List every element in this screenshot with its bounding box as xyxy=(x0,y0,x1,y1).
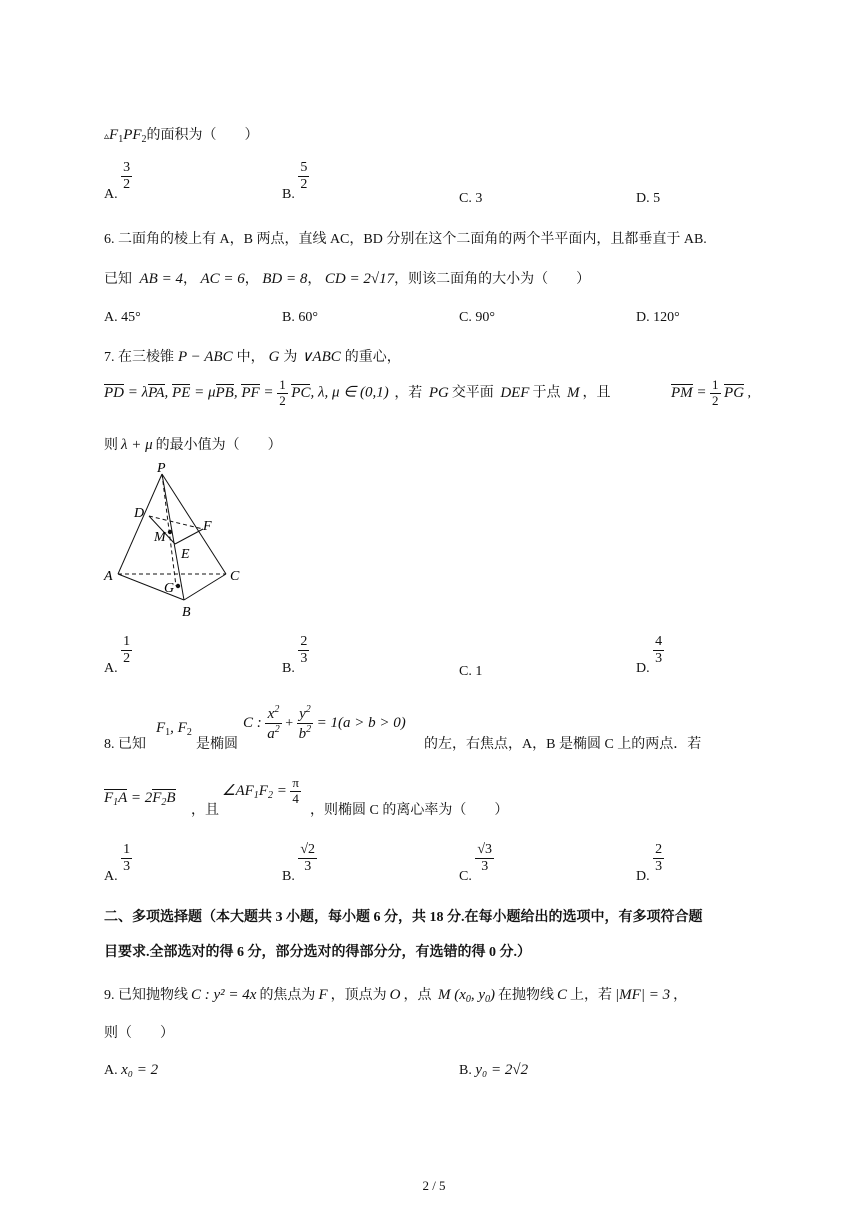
point-g xyxy=(176,584,180,588)
q5-option-a: A. $\frac{3}{2}$ xyxy=(104,160,131,202)
triangle-symbol: ▵ xyxy=(104,131,110,142)
q7-vector-conditions: PD = λPA, PE = μPB, PF = xyxy=(104,384,278,401)
q8-vector-condition: $F_1A = 2F_2B$ xyxy=(104,790,176,808)
q9-option-b: B. y₀ = 2√2 xyxy=(459,1062,529,1078)
q8-option-b: B. $\frac{√2}{3}$ xyxy=(282,842,316,884)
q6-line-1: 6. 二面角的棱上有 A，B 两点，直线 AC，BD 分别在这个二面角的两个半平面内，且都垂直于 AB. xyxy=(104,232,707,247)
q5-tail-text: 的面积为（ ） xyxy=(146,128,259,143)
q6-line-2: 已知 AB = 4， AC = 6， BD = 8， CD = 2√17，则该二面角的大小为（ ） xyxy=(104,271,591,287)
q8-option-a: A. $\frac{1}{3}$ xyxy=(104,842,131,884)
q9-point-m: M ($x_0$, $y_0$) xyxy=(437,987,496,1005)
q5-option-c: C. 3 xyxy=(459,191,483,206)
edge-pa xyxy=(118,474,162,574)
label-e: E xyxy=(181,547,190,562)
q5-tail-line: $▵F_1PF_2$的面积为（ ） xyxy=(104,127,259,145)
label-f: F xyxy=(203,519,212,534)
q9-line-1: 9. 已知抛物线 C : y² = 4x 的焦点为 F ，顶点为 O ，点 M ($x_0$, $y_0$) 在抛物线 C 上，若 |MF| = 3 ， xyxy=(104,987,688,1005)
q8-option-c: C. $\frac{√3}{3}$ xyxy=(459,842,493,884)
label-c: C xyxy=(230,569,240,584)
point-m xyxy=(168,530,172,534)
segment-df xyxy=(149,516,203,529)
page-number: 2 / 5 xyxy=(422,1178,446,1193)
q7-line-1: 7. 在三棱锥 P − ABC 中， G 为 ∨ABC 的重心， xyxy=(104,349,401,365)
label-b: B xyxy=(182,605,191,620)
q6-option-a: A. 45° xyxy=(104,310,141,325)
section-2-heading-line-1: 二、多项选择题（本大题共 3 小题，每小题 6 分，共 18 分.在每小题给出的选项中，有多项符合题 xyxy=(104,910,703,925)
q5-option-d: D. 5 xyxy=(636,191,661,206)
q9-line-2: 则（ ） xyxy=(104,1026,174,1041)
q6-option-b: B. 60° xyxy=(282,310,318,325)
q8-line-1-prefix: 8. 已知 xyxy=(104,737,146,752)
q8-foci-symbols: $F_1$, $F_2$ xyxy=(156,720,192,738)
edge-pc xyxy=(162,474,226,574)
q8-line-1-suffix: 的左，右焦点，A，B 是椭圆 C 上的两点．若 xyxy=(424,737,702,752)
edge-bc xyxy=(184,574,226,600)
segment-ef xyxy=(175,529,203,544)
q7-option-b: B. $\frac{2}{3}$ xyxy=(282,634,308,676)
section-2-heading-line-2: 目要求.全部选对的得 6 分，部分选对的得部分分，有选错的得 0 分.） xyxy=(104,945,531,960)
q8-line-2-mid: ，且 xyxy=(191,803,219,818)
label-g: G xyxy=(164,581,175,596)
q5-option-b: B. $\frac{5}{2}$ xyxy=(282,160,308,202)
q7-option-a: A. $\frac{1}{2}$ xyxy=(104,634,131,676)
q7-line-2: PD = λPA, PE = μPB, PF = $\frac{1}{2}$ PC, λ, μ ∈ (0,1) ，若 PG 交平面 DEF 于点 M ，且 xyxy=(104,377,611,408)
q8-ellipse-equation: C : $\frac{x^2}{a^2}$ + $\frac{y^2}{b^2}$ = 1(a > b > 0) xyxy=(243,704,406,743)
q8-option-d: D. $\frac{2}{3}$ xyxy=(636,842,663,884)
label-m: M xyxy=(154,530,166,545)
q7-option-d: D. $\frac{4}{3}$ xyxy=(636,634,663,676)
q8-line-2-suffix: ，则椭圆 C 的离心率为（ ） xyxy=(310,803,509,818)
tetrahedron-figure xyxy=(100,458,250,624)
q8-angle-condition: $\angle AF_1F_2$ = $\frac{\pi}{4}$ xyxy=(222,775,299,806)
q7-option-c: C. 1 xyxy=(459,664,483,679)
q7-line-3: 则 λ + μ 的最小值为（ ） xyxy=(104,437,282,453)
q9-option-a: A. x₀ = 2 xyxy=(104,1062,159,1078)
q6-option-c: C. 90° xyxy=(459,310,495,325)
q6-option-d: D. 120° xyxy=(636,310,680,325)
q7-pm-condition: PM = $\frac{1}{2}$ PG , xyxy=(671,377,752,408)
label-p: P xyxy=(157,461,166,476)
label-a: A xyxy=(104,569,113,584)
q8-line-1-mid: 是椭圆 xyxy=(196,737,238,752)
label-d: D xyxy=(134,506,145,521)
